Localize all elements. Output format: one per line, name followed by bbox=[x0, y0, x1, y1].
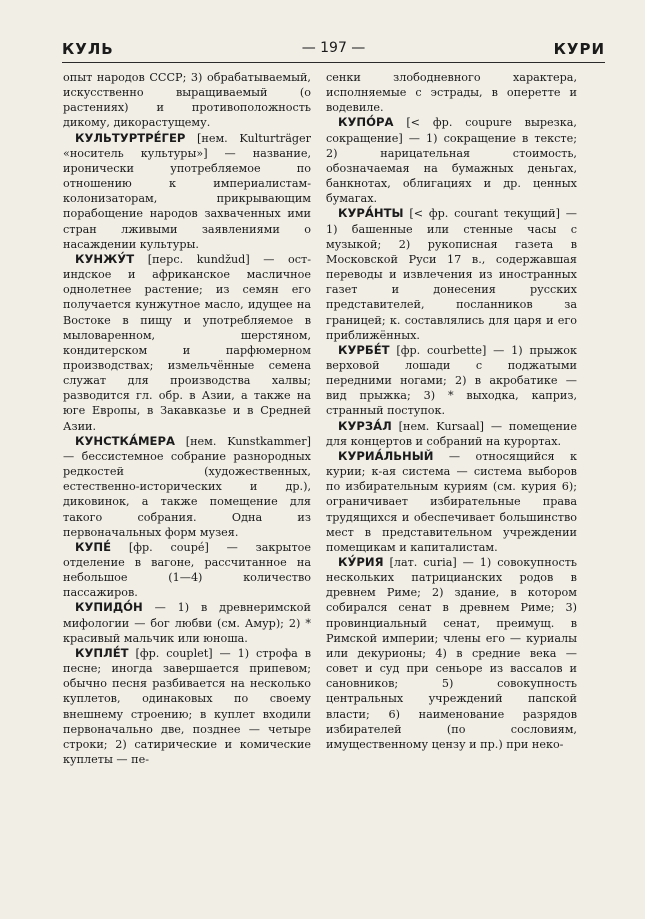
page-number: — 197 — bbox=[301, 40, 366, 56]
entry-headword: КУПЛЕ́Т bbox=[75, 645, 129, 660]
entry-definition: [фр. coupé] — закрытое отделение в вагоне, рассчитанное на небольшое (1—4) количество пассажиров. bbox=[63, 540, 311, 600]
dictionary-entry bbox=[326, 70, 577, 115]
dictionary-entry bbox=[326, 343, 577, 419]
dictionary-entry bbox=[326, 449, 577, 555]
dictionary-entry bbox=[63, 434, 311, 540]
entry-definition: [фр. courbette] — 1) прыжок верховой лошади с поджатыми передними ногами; 2) в акробатике — вид прыжка; 3) * выходка, каприз, странный поступок. bbox=[326, 343, 577, 418]
dictionary-entry bbox=[326, 115, 577, 206]
entry-definition: опыт народов СССР; 3) обрабатываемый, искусственно выращиваемый (о растениях) и противоположность дикому, дикорастущему. bbox=[63, 71, 311, 130]
entry-definition: [перс. kundžud] — ост-индское и африканское масличное однолетнее растение; из семян его получается кунжутное масло, идущее на Востоке в пищу и употребляемое в мыловаренном, шерстяном, кондитерском и парфюмерном производствах; измельчённые семена служат для производства халвы; разводится гл. обр. в Азии, а также на юге Европы, в Закавказье и в Средней Азии. bbox=[63, 252, 311, 433]
header-right-guide-word: КУРИ bbox=[553, 40, 605, 58]
entry-headword: КУПО́РА bbox=[338, 115, 394, 130]
entry-headword: КУРЗА́Л bbox=[338, 418, 392, 433]
entry-definition: — 1) в древнеримской мифологии — бог любви (см. Амур); 2) * красивый мальчик или юноша. bbox=[63, 601, 311, 645]
entry-headword: КУ́РИЯ bbox=[338, 555, 384, 569]
right-column bbox=[326, 70, 577, 752]
entry-definition: [нем. Kunstkammer] — бессистемное собрание разнородных редкостей (художественных, естественно-исторических и др.), диковинок, а также помещение для такого собрания. Одна из первоначальных форм музея. bbox=[63, 434, 311, 539]
entry-definition: — относящийся к курии; к-ая система — система выборов по избирательным куриям (см. курия 6); ограничивает избирательные права трудящихся и обеспечивает большинство мест в представительном учреждении помещикам и капиталистам. bbox=[326, 449, 577, 554]
entry-headword: КУРБЕ́Т bbox=[338, 342, 390, 357]
dictionary-entry bbox=[63, 540, 311, 601]
dictionary-entry bbox=[326, 555, 577, 752]
dictionary-entry bbox=[326, 419, 577, 449]
left-column bbox=[63, 70, 311, 767]
entry-definition: сенки злободневного характера, исполняемые с эстрады, в оперетте и водевиле. bbox=[326, 71, 577, 115]
entry-headword: КУПИДО́Н bbox=[75, 600, 143, 615]
entry-definition: [< фр. courant текущий] — 1) башенные или стенные часы с музыкой; 2) рукописная газета в Московской Руси 17 в., содержавшая переводы и извлечения из иностранных газет и донесения русских представителей, посланников за границей; к. составлялись для царя и его приближённых. bbox=[326, 207, 577, 342]
entry-definition: [лат. curia] — 1) совокупность нескольких патрицианских родов в древнем Риме; 2) здание, в котором собирался сенат в древнем Риме; 3) провинциальный сенат, преимущ. в Римской империи; члены его — куриалы или декурионы; 4) в средние века — совет и суд при сеньоре из вассалов и сановников; 5) совокупность центральных учреждений папской власти; 6) наименование разрядов избирателей (по сословиям, имущественному цензу и пр.) при неко- bbox=[326, 556, 577, 751]
dictionary-entry bbox=[63, 70, 311, 131]
dictionary-entry bbox=[63, 646, 311, 767]
entry-definition: [фр. couplet] — 1) строфа в песне; иногда завершается припевом; обычно песня разбивается на несколько куплетов, одинаковых по своему внешнему строению; в куплет входили первоначально две, позднее — четыре строки; 2) сатирические и комические куплеты — пе- bbox=[63, 646, 311, 767]
entry-headword: КУРИА́ЛЬНЫЙ bbox=[338, 448, 434, 463]
entry-definition: [нем. Kulturträger «носитель культуры»] — название, иронически употребляемое по отношению к империалистам-колонизаторам, прикрывающим порабощение народов захваченных ими стран лживыми заявлениями о насаждении культуры. bbox=[63, 131, 311, 251]
entry-definition: [нем. Kursaal] — помещение для концертов и собраний на курортах. bbox=[326, 419, 577, 448]
dictionary-entry bbox=[63, 131, 311, 252]
entry-headword: КУЛЬТУРТРЕ́ГЕР bbox=[75, 130, 186, 145]
entry-headword: КУПЕ́ bbox=[75, 539, 112, 554]
header-left-guide-word: КУЛЬ bbox=[62, 40, 114, 58]
entry-headword: КУНЖУ́Т bbox=[75, 251, 135, 266]
entry-headword: КУРА́НТЫ bbox=[338, 206, 404, 221]
entry-headword: КУНСТКА́МЕРА bbox=[75, 433, 175, 448]
dictionary-entry bbox=[63, 600, 311, 645]
entry-definition: [< фр. coupure вырезка, сокращение] — 1) сокращение в тексте; 2) нарицательная стоимость, обозначаемая на бумажных деньгах, банкнотах, облигациях и др. ценных бумагах. bbox=[326, 116, 577, 206]
page-header bbox=[62, 36, 605, 63]
dictionary-entry bbox=[63, 252, 311, 434]
dictionary-entry bbox=[326, 206, 577, 342]
